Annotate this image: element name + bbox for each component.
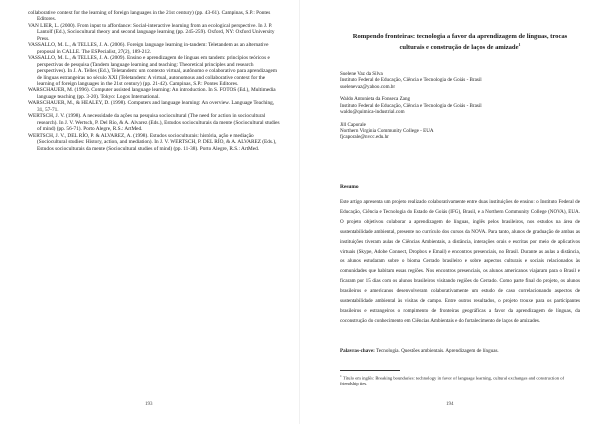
reference-entry: VAN LIER, L. (2000). From input to affordance: Social-interactive learning from an ecological perspective. In J. P. Lantolf (Ed.), Sociocultural theory and second language learning (pp. 245-259). Oxford, NY: Oxford University Press. [28,22,275,42]
abstract-text: Este artigo apresenta um projeto realizado colaborativamente entre duas instituições de ensino: o Instituto Federal de Educação, Ciência e Tecnologia do Estado de Goiás (IFG), Brasil, e a Northern Community College (NOVA), EUA. O projeto objetivou colaborar a aprendizagem de línguas, inglês pelos brasileiros, nos estudos na área de sustentabilidade ambiental, presente no currículo dos cursos da NOVA. Para tanto, alunos de graduação de ambas as instituições tiveram aulas de Ciências Ambientais, a distância, interações orais e escritas por meio de aplicativos virtuais (Skype, Adobe Connect, Dropbox e Email) e encontros presenciais, no Brasil. Durante as aulas a distância, os alunos estudaram sobre o bioma Cerrado brasileiro e sobre aspectos culturais e sociais relacionados às comunidades que habitam essas regiões. Nos encontros presenciais, os alunos americanos viajaram para o Brasil e ficaram por 15 dias com os alunos brasileiros visitando regiões do Cerrado. Como parte final do projeto, os alunos brasileiros e americanos desenvolveram colaborativamente um estudo de caso correlacionando aspectos de sustentabilidade ambiental às visitas de campo. Entre outros resultados, o projeto trouxe para os participantes brasileiros e estrangeiros o rompimento de fronteiras geográficas a favor da aprendizagem de línguas, da coconstrução do conhecimento em Ciências Ambientais e do fortalecimento de laços de amizades. [340,199,580,324]
footnote-rule [340,370,400,371]
author-email: fjcaporale@nvcc.edu.hr [340,134,389,141]
keywords-line [340,348,580,354]
author-affiliation: Northern Virginia Community College - EUA [340,127,434,134]
page-number: 193 [145,402,153,407]
author-entry [340,122,580,141]
author-entry [340,71,580,90]
author-email: waldo@quimica-industrial.com [340,108,405,115]
reference-entry: VASSALLO, M. L., & TELLES, J. A. (2006). Foreign language learning in-tandem: Teletandem as an alternative proposal in CALLE. The ESPecialist, 27(2), 189-212. [28,42,269,55]
author-name: Suelene Vaz da Silva [340,71,383,77]
reference-entry: VASSALLO, M. L., & TELLES, J. A. (2009). Ensino e aprendizagem de línguas em tandem: princípios teóricos e perspectivas de pesquisa (Tandem language learning and teaching: Theoretical principles and research perspectives). In J. A. Telles (Ed.), Teletandem: um contexto virtual, autônomo e colaborativo para aprendizagem de línguas estrangeiras no século XXI (Teletandem: A virtual, autonomous and collaborative context for the learning of foreign languages in the 21st century) (pp. 21-42). Campinas, S.P.: Pontes Editores. [28,55,277,87]
reference-entry: WERTSCH, J. V., DEL RÍO, P. & ALVAREZ, A. (1998). Estudos socioculturais: história, ação e mediação (Sociocultural studies: History, action, and mediation). In J. V. WERTSCH, P. DEL RÍO, & A. ALVAREZ (Eds.), Estudos socioculturais da mente (Sociocultural studies of mind) (pp. 11-38). Porto Alegre, R.S.: ArtMed. [28,132,277,152]
reference-entry: WARSCHAUER, M., & HEALEY, D. (1998). Computers and language learning: An overview. Language Teaching, 31, 57-71. [28,100,275,113]
author-name: Waldo Antonieta da Fonseca Zang [340,96,411,103]
article-title [345,33,575,52]
reference-entry: WERTSCH, J. V. (1998). A necessidade da ações na pesquisa sociocultural (The need for action in sociocultural research). In J. V. Wertsch, P. Del Río, & A. Alvarez (Eds.), Estudos socioculturais da mente (Sociocultural studies of mind) (pp. 56-71). Porto Alegre, R.S.: ArtMed. [28,113,280,133]
author-affiliation: Instituto Federal de Educação, Ciência e Tecnologia de Goiás - Brasil [340,102,482,109]
author-affiliation: Instituto Federal de Educação, Ciência e Tecnologia de Goiás - Brasil [340,77,482,84]
abstract-heading: Resumo [340,184,359,190]
footnote [340,374,580,387]
footnote-text: Título em inglês: Breaking boundaries: technology in favor of language learning, cultural exchanges and construction of friendship ties. [340,375,565,387]
reference-entry: collaborative context for the learning of foreign languages in the 21st century) (pp. 43-61). Campinas, S.P.: Pontes Editores. [28,10,271,23]
author-name: Jill Caporale [340,121,366,128]
footnote-marker: 1 [340,374,342,378]
keywords-label: Palavras-chave: [340,348,375,354]
page-number: 194 [446,402,454,407]
keywords-text: Tecnologia. Questões ambientais. Aprendizagem de línguas. [376,348,499,354]
reference-list [28,10,280,152]
reference-entry: WARSCHAUER, M. (1996). Computer assisted language learning: An introduction. In S. FOTOS (Ed.), Multimedia language teaching (pp. 3-20). Tokyo: Logos International. [28,87,276,100]
author-email: suelenevaz@yahoo.com.br [340,83,396,90]
title-note-marker: 1 [518,41,521,47]
article-title-text: Rompendo fronteiras: tecnologia a favor da aprendizagem de línguas, trocas culturais e construção de laços de amizade [352,33,568,51]
author-block [340,71,580,147]
author-entry [340,96,580,115]
